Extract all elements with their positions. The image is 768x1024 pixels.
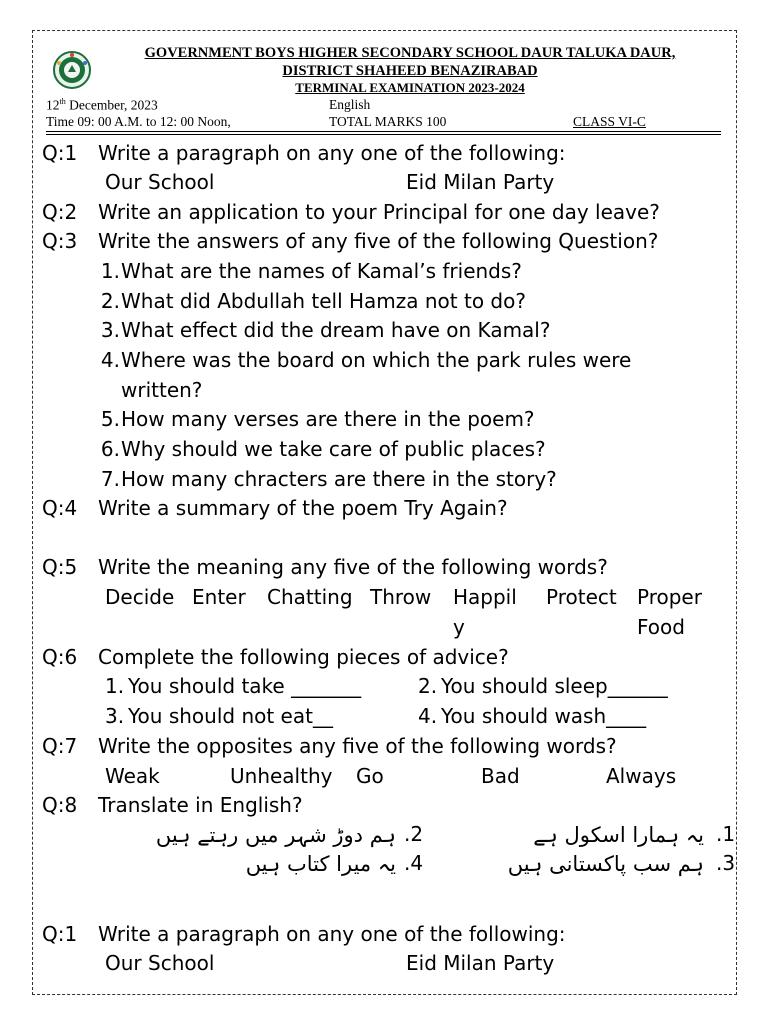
item-number: 3. xyxy=(100,318,120,342)
list-item: Where was the board on which the park rules were xyxy=(121,348,632,372)
question-number: Q:1 xyxy=(42,922,78,946)
exam-time: Time 09: 00 A.M. to 12: 00 Noon, xyxy=(46,114,231,129)
option: Our School xyxy=(105,951,215,975)
item-number: 7. xyxy=(100,467,120,491)
question-number: Q:1 xyxy=(42,141,78,165)
list-item: You should wash____ xyxy=(441,704,647,728)
question-number: Q:3 xyxy=(42,229,78,253)
list-item: You should take _______ xyxy=(128,674,362,698)
list-item: What effect did the dream have on Kamal? xyxy=(121,318,551,342)
option: Eid Milan Party xyxy=(406,170,555,194)
question-text: Write a paragraph on any one of the following: xyxy=(98,141,566,165)
list-item: How many verses are there in the poem? xyxy=(121,407,535,431)
item-number: 6. xyxy=(100,437,120,461)
list-item: You should not eat__ xyxy=(128,704,333,728)
option: Our School xyxy=(105,170,215,194)
list-item-continuation: written? xyxy=(121,378,203,402)
question-number: Q:7 xyxy=(42,734,78,758)
word: Weak xyxy=(105,764,160,788)
header-divider-2 xyxy=(46,134,721,135)
item-number: .4 xyxy=(404,851,424,875)
item-number: 2. xyxy=(100,289,120,313)
question-number: Q:6 xyxy=(42,645,78,669)
class-label: CLASS VI-C xyxy=(573,114,646,129)
exam-date: 12th December, 2023 xyxy=(46,97,158,113)
item-number: .2 xyxy=(404,822,424,846)
word: Throw xyxy=(370,585,432,609)
question-text: Write the answers of any five of the following Question? xyxy=(98,229,659,253)
item-number: 1. xyxy=(105,674,125,698)
word: Go xyxy=(356,764,384,788)
item-number: .1 xyxy=(716,822,736,846)
exam-title: TERMINAL EXAMINATION 2023-2024 xyxy=(295,80,525,95)
word: Always xyxy=(606,764,677,788)
item-number: 3. xyxy=(105,704,125,728)
list-item: What are the names of Kamal’s friends? xyxy=(121,259,522,283)
item-number: .3 xyxy=(716,851,736,875)
district-name: DISTRICT SHAHEED BENAZIRABAD xyxy=(282,63,538,79)
question-text: Write a summary of the poem Try Again? xyxy=(98,496,508,520)
list-item: What did Abdullah tell Hamza not to do? xyxy=(121,289,526,313)
question-number: Q:4 xyxy=(42,496,78,520)
question-text: Write the meaning any five of the following words? xyxy=(98,555,608,579)
header-divider xyxy=(46,131,721,132)
school-logo-icon xyxy=(52,50,92,90)
subject-name: English xyxy=(329,97,371,112)
item-number: 4. xyxy=(100,348,120,372)
question-text: Write the opposites any five of the following words? xyxy=(98,734,617,758)
school-name: GOVERNMENT BOYS HIGHER SECONDARY SCHOOL DAUR TALUKA DAUR, xyxy=(144,45,676,61)
word: Decide xyxy=(105,585,175,609)
question-text: Translate in English? xyxy=(98,793,303,817)
urdu-sentence: ہم دوڑ شہر میں رہتے ہیں xyxy=(155,823,396,847)
question-text: Complete the following pieces of advice? xyxy=(98,645,509,669)
item-number: 5. xyxy=(100,407,120,431)
question-text: Write a paragraph on any one of the following: xyxy=(98,922,566,946)
item-number: 4. xyxy=(418,704,438,728)
word-wrap: Food xyxy=(637,615,685,639)
item-number: 1. xyxy=(100,259,120,283)
question-number: Q:2 xyxy=(42,200,78,224)
word: Bad xyxy=(481,764,520,788)
urdu-sentence: یہ میرا کتاب ہیں xyxy=(245,852,396,876)
question-number: Q:8 xyxy=(42,793,78,817)
word: Protect xyxy=(546,585,617,609)
word: Proper xyxy=(637,585,702,609)
word: Happil xyxy=(453,585,517,609)
option: Eid Milan Party xyxy=(406,951,555,975)
word: Chatting xyxy=(267,585,353,609)
word: Enter xyxy=(192,585,246,609)
question-number: Q:5 xyxy=(42,555,78,579)
list-item: Why should we take care of public places? xyxy=(121,437,546,461)
word-wrap: y xyxy=(453,615,465,639)
list-item: How many chracters are there in the story? xyxy=(121,467,557,491)
total-marks: TOTAL MARKS 100 xyxy=(329,114,447,129)
urdu-sentence: یہ ہمارا اسکول ہے xyxy=(533,823,704,847)
word: Unhealthy xyxy=(230,764,333,788)
item-number: 2. xyxy=(418,674,438,698)
question-text: Write an application to your Principal for one day leave? xyxy=(98,200,660,224)
list-item: You should sleep______ xyxy=(441,674,668,698)
urdu-sentence: ہم سب پاکستانی ہیں xyxy=(507,852,704,876)
